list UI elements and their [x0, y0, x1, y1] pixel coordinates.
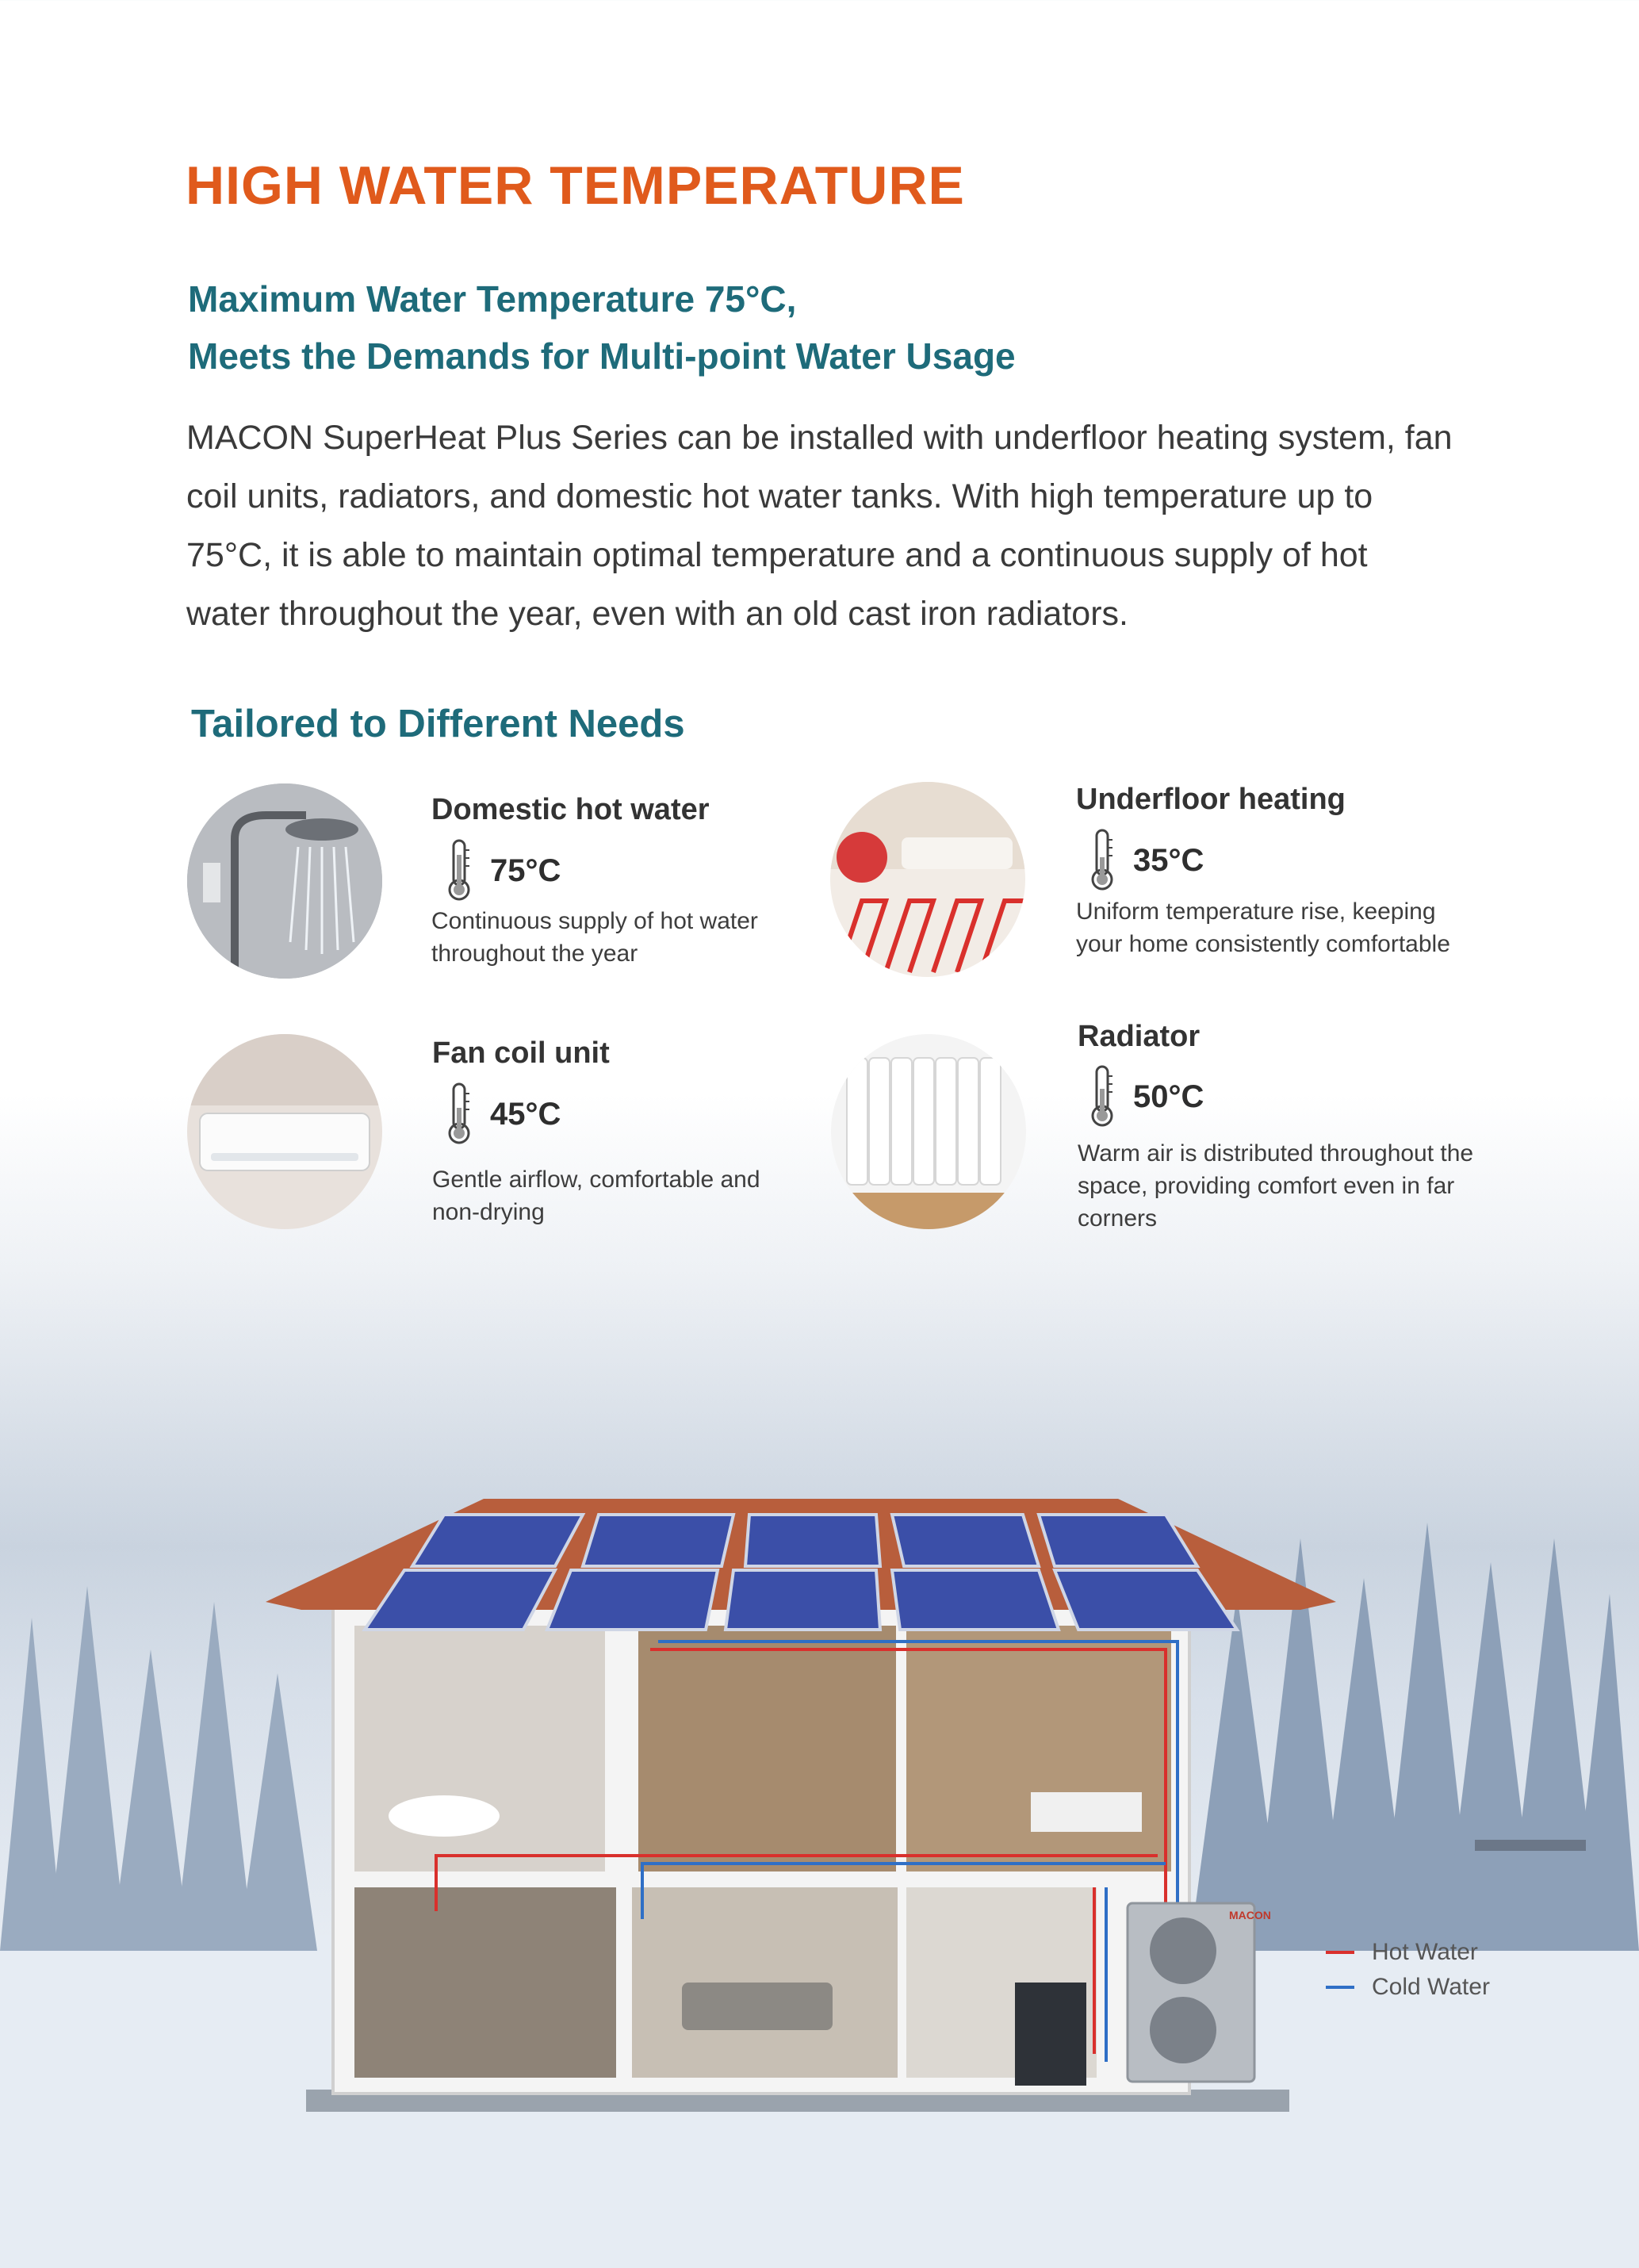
fence	[1475, 1840, 1586, 1851]
temperature-value: 50°C	[1133, 1078, 1204, 1114]
legend-label: Cold Water	[1372, 1974, 1490, 2000]
subtitle-line-2: Meets the Demands for Multi-point Water Usage	[188, 335, 1016, 377]
temperature-value: 35°C	[1133, 842, 1204, 878]
feature-description	[431, 905, 758, 970]
desc-line: throughout the year	[431, 941, 638, 967]
temperature-value: 45°C	[490, 1096, 561, 1132]
underfloor-heating-icon	[830, 782, 1025, 977]
desc-line: Continuous supply of hot water	[431, 908, 758, 934]
heat-pump-fan	[1150, 1997, 1216, 2063]
bathroom	[354, 1626, 605, 1871]
feature-name-fan-coil-unit: Fan coil unit	[432, 1036, 610, 1070]
radiator-image	[831, 1034, 1026, 1229]
shower-image	[187, 783, 382, 979]
bathtub	[389, 1795, 500, 1837]
intro-paragraph	[186, 408, 1503, 643]
desc-line: Gentle airflow, comfortable and	[432, 1167, 760, 1193]
feature-description	[432, 1163, 760, 1228]
desc-line: Warm air is distributed throughout the	[1078, 1140, 1474, 1167]
intro-line: coil units, radiators, and domestic hot water tanks. With high temperature up to	[186, 477, 1373, 515]
kitchen	[354, 1887, 616, 2078]
bedroom	[906, 1626, 1171, 1871]
intro-line: MACON SuperHeat Plus Series can be installed with underfloor heating system, fan	[186, 419, 1453, 457]
hot-water-swatch	[1326, 1951, 1354, 1954]
legend-cold-water	[1326, 1970, 1490, 2005]
temp-row	[446, 1082, 561, 1146]
temp-row	[1089, 1065, 1204, 1128]
thermometer-icon	[446, 839, 473, 902]
left-forest	[0, 1586, 317, 1951]
study-room	[638, 1626, 896, 1871]
feature-description	[1076, 895, 1450, 960]
fan-coil-image	[187, 1034, 382, 1229]
heat-pump-fan	[1150, 1917, 1216, 1984]
radiator-icon	[831, 1034, 1026, 1229]
section-title: Tailored to Different Needs	[191, 703, 685, 745]
water-tank	[1015, 1983, 1086, 2086]
fan-coil-icon	[187, 1034, 382, 1229]
underfloor-heating-image	[830, 782, 1025, 977]
desc-line: Uniform temperature rise, keeping	[1076, 898, 1436, 925]
desc-line: corners	[1078, 1205, 1158, 1232]
feature-name-radiator: Radiator	[1078, 1020, 1201, 1053]
intro-line: 75°C, it is able to maintain optimal temperature and a continuous supply of hot	[186, 536, 1368, 574]
thermometer-icon	[1089, 1065, 1116, 1128]
feature-name-domestic-hot-water: Domestic hot water	[431, 793, 710, 826]
pipe-legend	[1326, 1935, 1490, 2005]
desc-line: your home consistently comfortable	[1076, 931, 1450, 957]
winter-forest-illustration	[0, 1491, 1639, 2268]
feature-description	[1078, 1137, 1473, 1235]
desc-line: non-drying	[432, 1199, 545, 1225]
heat-pump-brand: MACON	[1229, 1909, 1271, 1921]
thermometer-icon	[1089, 829, 1116, 892]
bed	[1031, 1792, 1142, 1832]
subtitle-line-1: Maximum Water Temperature 75°C,	[188, 278, 797, 320]
temp-row	[446, 839, 561, 902]
intro-line: water throughout the year, even with an old cast iron radiators.	[186, 595, 1128, 633]
feature-name-underfloor-heating: Underfloor heating	[1076, 783, 1346, 816]
shower-icon	[187, 783, 382, 979]
solar-panels	[365, 1515, 1237, 1630]
temp-row	[1089, 829, 1204, 892]
desc-line: space, providing comfort even in far	[1078, 1173, 1455, 1199]
temperature-value: 75°C	[490, 852, 561, 888]
legend-label: Hot Water	[1372, 1939, 1478, 1965]
sofa	[682, 1983, 833, 2030]
thermometer-icon	[446, 1082, 473, 1146]
page-title: HIGH WATER TEMPERATURE	[186, 155, 965, 216]
cold-water-swatch	[1326, 1986, 1354, 1989]
legend-hot-water	[1326, 1935, 1490, 1970]
